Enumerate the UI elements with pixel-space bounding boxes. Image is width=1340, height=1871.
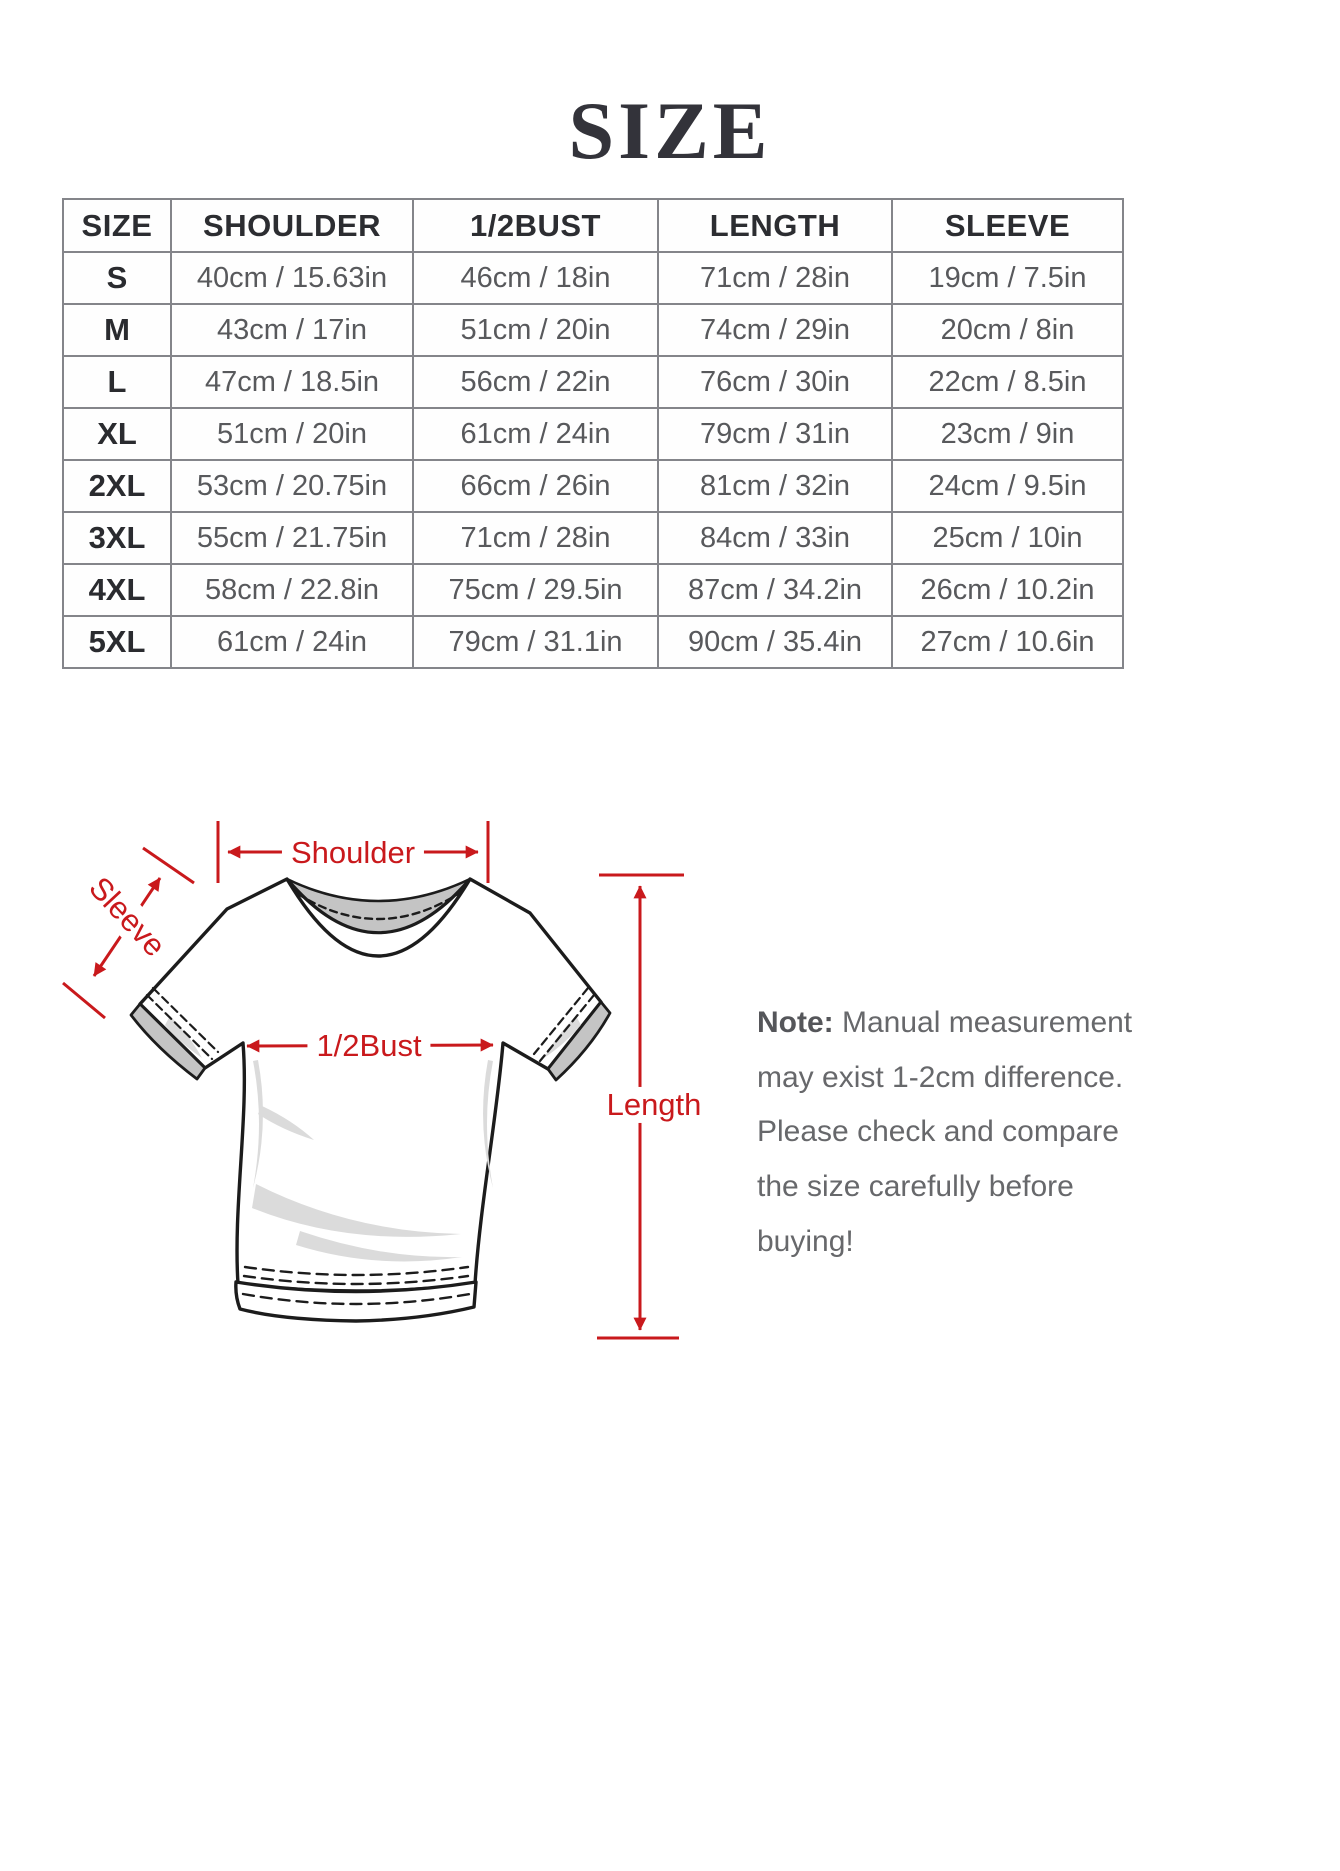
shoulder-cell: 58cm / 22.8in [171,564,413,616]
table-row [63,252,1123,304]
table-row [63,304,1123,356]
shoulder-cell: 47cm / 18.5in [171,356,413,408]
sleeve-cell: 25cm / 10in [892,512,1123,564]
shoulder-cell: 53cm / 20.75in [171,460,413,512]
size-cell: XL [63,408,171,460]
bust-cell: 46cm / 18in [413,252,658,304]
table-row [63,460,1123,512]
size-table [62,198,1124,669]
size-cell: S [63,252,171,304]
size-cell: 5XL [63,616,171,668]
length-label: Length [598,1087,711,1123]
bust-cell: 66cm / 26in [413,460,658,512]
shoulder-cell: 61cm / 24in [171,616,413,668]
size-chart-page [0,86,1340,1871]
size-cell: M [63,304,171,356]
length-cell: 79cm / 31in [658,408,892,460]
bust-cell: 79cm / 31.1in [413,616,658,668]
sleeve-cell: 19cm / 7.5in [892,252,1123,304]
header-size: SIZE [63,199,171,252]
note-label: Note: [757,1006,834,1040]
table-row [63,356,1123,408]
header-shoulder: SHOULDER [171,199,413,252]
size-cell: 3XL [63,512,171,564]
bust-cell: 56cm / 22in [413,356,658,408]
sleeve-cell: 20cm / 8in [892,304,1123,356]
length-cell: 87cm / 34.2in [658,564,892,616]
size-cell: 2XL [63,460,171,512]
sleeve-cell: 24cm / 9.5in [892,460,1123,512]
length-cell: 71cm / 28in [658,252,892,304]
tshirt-graphic [131,879,610,1321]
bust-cell: 75cm / 29.5in [413,564,658,616]
length-cell: 81cm / 32in [658,460,892,512]
header-bust: 1/2BUST [413,199,658,252]
sleeve-label: Sleeve [78,867,176,968]
sleeve-cell: 23cm / 9in [892,408,1123,460]
size-cell: L [63,356,171,408]
sleeve-cell: 27cm / 10.6in [892,616,1123,668]
bust-cell: 61cm / 24in [413,408,658,460]
table-row [63,512,1123,564]
sleeve-cell: 22cm / 8.5in [892,356,1123,408]
table-row [63,408,1123,460]
header-sleeve: SLEEVE [892,199,1123,252]
length-cell: 90cm / 35.4in [658,616,892,668]
length-cell: 84cm / 33in [658,512,892,564]
shoulder-cell: 51cm / 20in [171,408,413,460]
header-length: LENGTH [658,199,892,252]
table-row [63,564,1123,616]
bust-cell: 71cm / 28in [413,512,658,564]
shoulder-cell: 40cm / 15.63in [171,252,413,304]
shoulder-cell: 43cm / 17in [171,304,413,356]
length-cell: 76cm / 30in [658,356,892,408]
note-text: Manual measurement may exist 1-2cm difference. Please check and compare the size carefully before buying! [757,1006,1133,1258]
sleeve-cell: 26cm / 10.2in [892,564,1123,616]
measurement-diagram [0,716,1340,1416]
table-row [63,616,1123,668]
page-title: SIZE [568,85,772,176]
length-cell: 74cm / 29in [658,304,892,356]
bust-label: 1/2Bust [307,1028,430,1064]
bust-cell: 51cm / 20in [413,304,658,356]
shoulder-label: Shoulder [282,835,424,871]
shoulder-cell: 55cm / 21.75in [171,512,413,564]
table-header-row [63,199,1123,252]
measurement-note [757,996,1151,1269]
size-cell: 4XL [63,564,171,616]
